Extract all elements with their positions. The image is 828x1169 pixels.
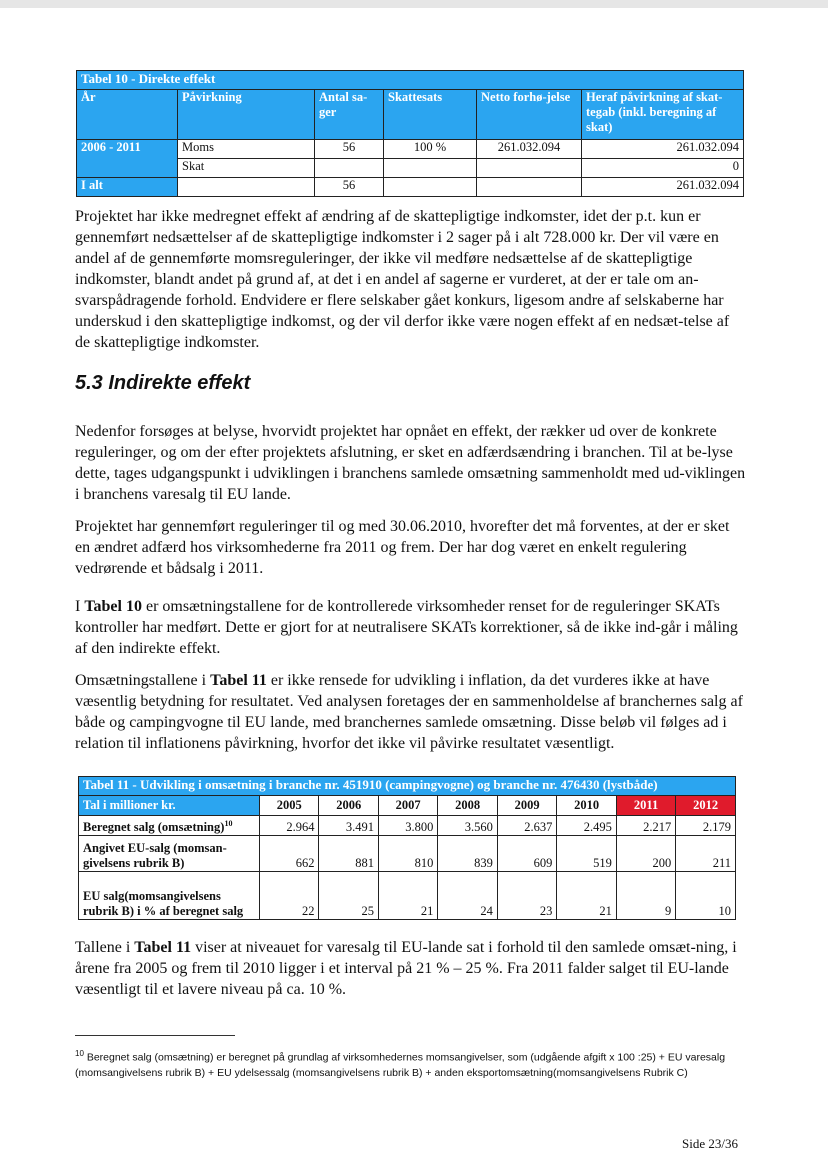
para6-post: viser at niveauet for varesalg til EU-lande sat i forhold til den samlede omsæt-ning, i årene fra 2005 og frem til 2010 ligger i et interval på 21 % – 25 %. Fra 2011 falder salget til EU-lande væsentligt til et lavere niveau på ca. 10 %. (75, 939, 737, 998)
t11-r2-2006: 881 (319, 836, 378, 872)
t11-r3-2012: 10 (676, 872, 736, 920)
t11-unit: Tal i millioner kr. (79, 796, 260, 816)
para6-pre: Tallene i (75, 939, 135, 956)
paragraph-table10-ref (75, 596, 747, 659)
t10-row-skat-gap: 0 (582, 159, 744, 178)
t11-r2-2005: 662 (260, 836, 319, 872)
paragraph-table11-summary (75, 937, 747, 1000)
t11-r3-2007: 21 (378, 872, 437, 920)
t11-year-2011: 2011 (616, 796, 675, 816)
para5-ref: Tabel 11 (210, 672, 267, 689)
t10-header-effect: Påvirkning (178, 90, 315, 140)
table-11 (78, 776, 736, 920)
para6-ref: Tabel 11 (134, 939, 192, 956)
para4-pre: I (75, 598, 85, 615)
t11-year-2007: 2007 (378, 796, 437, 816)
t11-year-2005: 2005 (260, 796, 319, 816)
t11-r2-2011: 200 (616, 836, 675, 872)
t11-year-2008: 2008 (438, 796, 497, 816)
t11-year-2012: 2012 (676, 796, 736, 816)
footnote (75, 1046, 755, 1081)
top-edge-bar (0, 0, 828, 8)
t11-r3-2009: 23 (497, 872, 556, 920)
t11-r1-2006: 3.491 (319, 816, 378, 836)
t10-row-skat-count (315, 159, 384, 178)
t11-year-2009: 2009 (497, 796, 556, 816)
t11-r2-2007: 810 (378, 836, 437, 872)
paragraph-indirect-intro: Nedenfor forsøges at belyse, hvorvidt projektet har opnået en effekt, der rækker ud over de konkrete reguleringer, og om der efter projektets afslutning, er sket en adfærdsændring i branchen. Til at be-lyse dette, tages udgangspunkt i udviklingen i branchens samlede omsætning sammenholdt med ud-viklingen i branchens varesalg til EU lande. (75, 423, 746, 503)
t10-row-moms-net: 261.032.094 (477, 140, 582, 159)
t11-row1-sup: 10 (224, 818, 233, 828)
t11-r2-2012: 211 (676, 836, 736, 872)
t11-r3-2005: 22 (260, 872, 319, 920)
t10-header-count: Antal sa-ger (315, 90, 384, 140)
t10-period: 2006 - 2011 (77, 140, 178, 178)
t10-row-moms-rate: 100 % (384, 140, 477, 159)
t10-total-label: I alt (77, 178, 178, 197)
table-10 (76, 70, 744, 197)
footnote-number: 10 (75, 1049, 84, 1058)
t11-r3-2006: 25 (319, 872, 378, 920)
paragraph-inflation (75, 670, 747, 754)
t11-r3-2008: 24 (438, 872, 497, 920)
t11-year-2006: 2006 (319, 796, 378, 816)
t11-r1-2010: 2.495 (557, 816, 616, 836)
t11-r1-2012: 2.179 (676, 816, 736, 836)
t10-row-moms-gap: 261.032.094 (582, 140, 744, 159)
section-heading: 5.3 Indirekte effekt (75, 372, 251, 394)
t10-total-rate (384, 178, 477, 197)
t11-r1-2008: 3.560 (438, 816, 497, 836)
t10-row-moms-label: Moms (178, 140, 315, 159)
t10-header-gap: Heraf påvirkning af skat-tegab (inkl. beregning af skat) (582, 90, 744, 140)
t10-row-skat-label: Skat (178, 159, 315, 178)
page-number: Side 23/36 (682, 1136, 738, 1151)
t11-r3-2010: 21 (557, 872, 616, 920)
t11-r2-2009: 609 (497, 836, 556, 872)
t11-r1-2011: 2.217 (616, 816, 675, 836)
paragraph-direct-effect: Projektet har ikke medregnet effekt af ændring af de skattepligtige indkomster, idet der p.t. kun er gennemført nedsættelser af de skattepligtige indkomster i 2 sager på i alt 728.000 kr. Der vil være en andel af de gennemførte momsreguleringer, der ikke vil medføre nedsættelse af de skattepligtige indkomster, blandt andet på grund af, at det i en andel af sagerne er vurderet, at der er tale om an-svarspådragende forhold. Endvidere er flere selskaber gået konkurs, ligesom andre af selskaberne har underskud i den skattepligtige indkomst, og der vil derfor ikke være nogen effekt af en nedsæt-telse af de skattepligtige indkomster. (75, 208, 730, 351)
para5-post: er ikke rensede for udvikling i inflation, da det vurderes ikke at have væsentlig betydning for resultatet. Ved analysen foretages der en sammenholdelse af branchernes salg af både og campingvogne til EU lande, med branchernes samlede omsætning. Disse beløb vil følges ad i relation til inflationens påvirkning, hvorfor det ikke vil påvirke resultatet væsentligt. (75, 672, 743, 752)
t10-total-gap: 261.032.094 (582, 178, 744, 197)
t10-header-net: Netto forhø-jelse (477, 90, 582, 140)
t10-header-year: År (77, 90, 178, 140)
t10-header-rate: Skattesats (384, 90, 477, 140)
t10-total-count: 56 (315, 178, 384, 197)
t11-row3-label: EU salg(momsangivelsens rubrik B) i % af beregnet salg (79, 872, 260, 920)
t11-r1-2009: 2.637 (497, 816, 556, 836)
t11-r3-2011: 9 (616, 872, 675, 920)
t11-r1-2007: 3.800 (378, 816, 437, 836)
t10-row-skat-rate (384, 159, 477, 178)
t11-row1-label-text: Beregnet salg (omsætning) (83, 820, 225, 834)
t11-year-2010: 2010 (557, 796, 616, 816)
table-10-caption: Tabel 10 - Direkte effekt (77, 71, 744, 90)
t11-row1-label (79, 816, 260, 836)
table-11-caption: Tabel 11 - Udvikling i omsætning i branche nr. 451910 (campingvogne) og branche nr. 476430 (lystbåde) (79, 777, 736, 796)
t11-r2-2010: 519 (557, 836, 616, 872)
t10-total-net (477, 178, 582, 197)
t11-r2-2008: 839 (438, 836, 497, 872)
footnote-text: Beregnet salg (omsætning) er beregnet på grundlag af virksomhedernes momsangivelser, som (udgående afgift x 100 :25) + EU varesalg (momsangivelsens rubrik B) + EU ydelsessalg (momsangivelsens rubrik B) + anden eksportomsætning(momsangivelsens Rubrik C) (75, 1051, 726, 1079)
t11-r1-2005: 2.964 (260, 816, 319, 836)
paragraph-regulations: Projektet har gennemført reguleringer til og med 30.06.2010, hvorefter det må forventes, at der er sket en ændret adfærd hos virksomhederne fra 2011 og frem. Der har dog været en enkelt regulering vedrørende et bådsalg i 2011. (75, 518, 730, 577)
para4-post: er omsætningstallene for de kontrollerede virksomheder renset for de reguleringer SKATs kontroller har medført. Dette er gjort for at neutralisere SKATs korrektioner, så de ikke ind-går i måling af den indirekte effekt. (75, 598, 738, 657)
t10-row-skat-net (477, 159, 582, 178)
t10-row-moms-count: 56 (315, 140, 384, 159)
para5-pre: Omsætningstallene i (75, 672, 211, 689)
footnote-divider (75, 1035, 235, 1036)
para4-ref: Tabel 10 (84, 598, 142, 615)
t10-total-empty (178, 178, 315, 197)
t11-row2-label: Angivet EU-salg (momsan-givelsens rubrik B) (79, 836, 260, 872)
